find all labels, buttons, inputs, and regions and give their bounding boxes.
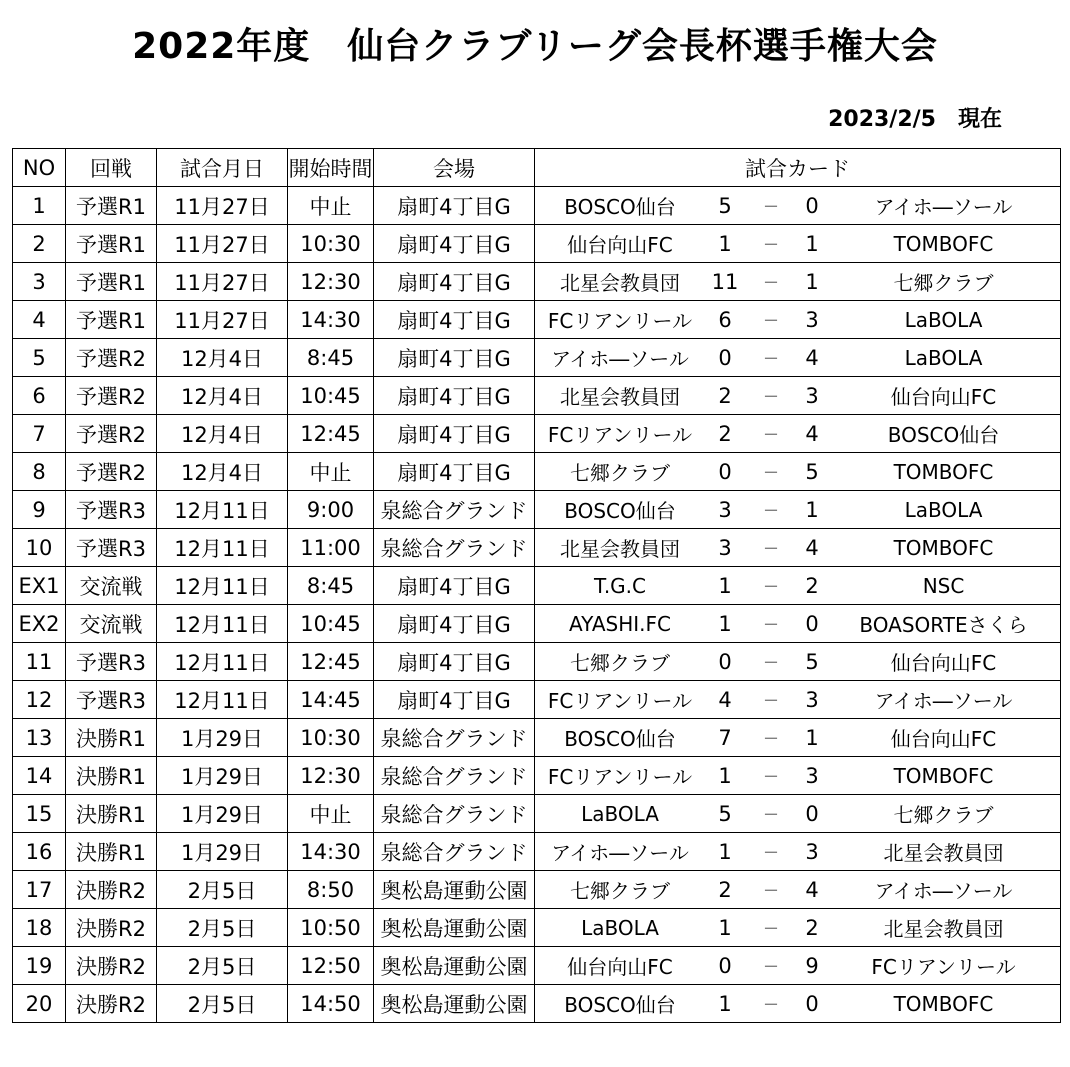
score-dash: －: [762, 197, 779, 216]
home-score: 0: [718, 345, 732, 370]
score-dash: －: [762, 843, 779, 862]
home-team: 北星会教員団: [560, 537, 680, 561]
home-score: 1: [718, 573, 732, 598]
match-time: 8:45: [288, 339, 374, 377]
match-date: 2月5日: [157, 947, 288, 985]
home-score: 6: [718, 307, 732, 332]
away-score: 1: [805, 269, 819, 294]
match-number: 20: [13, 985, 66, 1023]
table-row: [13, 567, 1061, 605]
away-score: 1: [805, 497, 819, 522]
match-round: 予選R3: [66, 681, 157, 719]
home-team: 七郷クラブ: [570, 461, 670, 485]
score-dash: －: [762, 235, 779, 254]
score-dash: －: [762, 349, 779, 368]
score-dash: －: [762, 957, 779, 976]
score-dash: －: [762, 463, 779, 482]
home-score: 3: [718, 497, 732, 522]
away-score: 3: [805, 307, 819, 332]
away-team: 仙台向山FC: [890, 385, 997, 409]
home-team: BOSCO仙台: [564, 195, 676, 219]
match-time: 14:50: [288, 985, 374, 1023]
match-date: 12月4日: [157, 453, 288, 491]
table-row: [13, 187, 1061, 225]
match-number: 17: [13, 871, 66, 909]
home-score: 1: [718, 231, 732, 256]
away-score: 3: [805, 687, 819, 712]
match-venue: 扇町4丁目G: [374, 225, 535, 263]
match-round: 予選R1: [66, 263, 157, 301]
away-team: BOSCO仙台: [887, 423, 1000, 447]
header-date: 試合月日: [157, 149, 288, 187]
home-score: 1: [718, 763, 732, 788]
home-score: 3: [718, 535, 732, 560]
match-round: 予選R2: [66, 415, 157, 453]
match-venue: 泉総合グランド: [374, 795, 535, 833]
match-time: 10:45: [288, 605, 374, 643]
table-row: [13, 529, 1061, 567]
table-row: [13, 757, 1061, 795]
match-date: 12月4日: [157, 377, 288, 415]
match-venue: 泉総合グランド: [374, 719, 535, 757]
away-score: 0: [805, 991, 819, 1016]
table-row: [13, 871, 1061, 909]
away-team: LaBOLA: [904, 307, 983, 332]
score-dash: －: [762, 425, 779, 444]
match-card: [535, 567, 1061, 605]
match-number: 10: [13, 529, 66, 567]
home-team: 北星会教員団: [560, 271, 680, 295]
match-card: [535, 415, 1061, 453]
home-team: T.G.C: [593, 573, 647, 598]
score-dash: －: [762, 615, 779, 634]
match-venue: 奥松島運動公園: [374, 871, 535, 909]
home-score: 1: [718, 991, 732, 1016]
match-date: 2月5日: [157, 985, 288, 1023]
match-card: [535, 605, 1061, 643]
match-card: [535, 339, 1061, 377]
home-score: 5: [718, 801, 732, 826]
match-card: [535, 871, 1061, 909]
away-score: 1: [805, 725, 819, 750]
header-card: 試合カード: [535, 149, 1061, 187]
match-time: 中止: [288, 795, 374, 833]
match-card: [535, 529, 1061, 567]
match-card: [535, 681, 1061, 719]
match-round: 決勝R2: [66, 871, 157, 909]
home-score: 2: [718, 421, 732, 446]
match-date: 1月29日: [157, 719, 288, 757]
table-row: [13, 225, 1061, 263]
away-score: 4: [805, 535, 819, 560]
match-time: 中止: [288, 453, 374, 491]
match-venue: 奥松島運動公園: [374, 947, 535, 985]
match-date: 12月11日: [157, 605, 288, 643]
table-row: [13, 263, 1061, 301]
away-score: 5: [805, 459, 819, 484]
match-card: [535, 719, 1061, 757]
match-venue: 扇町4丁目G: [374, 643, 535, 681]
home-team: BOSCO仙台: [564, 499, 676, 523]
match-venue: 扇町4丁目G: [374, 681, 535, 719]
match-round: 予選R1: [66, 225, 157, 263]
match-venue: 扇町4丁目G: [374, 263, 535, 301]
home-team: LaBOLA: [581, 801, 659, 826]
match-number: 3: [13, 263, 66, 301]
match-number: 12: [13, 681, 66, 719]
table-row: [13, 605, 1061, 643]
match-date: 11月27日: [157, 301, 288, 339]
match-venue: 扇町4丁目G: [374, 339, 535, 377]
away-team: NSC: [922, 573, 965, 598]
away-team: アイホ―ソール: [874, 689, 1013, 713]
match-date: 12月4日: [157, 415, 288, 453]
as-of-date: 2023/2/5 現在: [828, 107, 1002, 132]
match-round: 決勝R2: [66, 909, 157, 947]
match-time: 12:50: [288, 947, 374, 985]
match-date: 11月27日: [157, 187, 288, 225]
match-number: 13: [13, 719, 66, 757]
match-round: 予選R2: [66, 377, 157, 415]
match-date: 12月11日: [157, 529, 288, 567]
match-round: 決勝R2: [66, 985, 157, 1023]
away-team: TOMBOFC: [893, 763, 994, 788]
home-team: 北星会教員団: [560, 385, 680, 409]
score-dash: －: [762, 729, 779, 748]
home-score: 0: [718, 459, 732, 484]
match-round: 予選R1: [66, 187, 157, 225]
header-venue: 会場: [374, 149, 535, 187]
match-time: 10:45: [288, 377, 374, 415]
header-round: 回戦: [66, 149, 157, 187]
home-score: 5: [718, 193, 732, 218]
away-score: 9: [805, 953, 819, 978]
match-time: 9:00: [288, 491, 374, 529]
table-row: [13, 377, 1061, 415]
away-team: 仙台向山FC: [890, 727, 997, 751]
match-number: 14: [13, 757, 66, 795]
away-score: 0: [805, 801, 819, 826]
away-score: 5: [805, 649, 819, 674]
match-time: 10:30: [288, 225, 374, 263]
match-time: 14:30: [288, 301, 374, 339]
table-row: [13, 833, 1061, 871]
schedule-table: [12, 148, 1061, 1023]
score-dash: －: [762, 387, 779, 406]
match-card: [535, 491, 1061, 529]
home-score: 1: [718, 915, 732, 940]
match-number: 15: [13, 795, 66, 833]
away-team: LaBOLA: [904, 345, 983, 370]
score-dash: －: [762, 273, 779, 292]
match-round: 予選R3: [66, 529, 157, 567]
table-row: [13, 909, 1061, 947]
match-round: 決勝R1: [66, 833, 157, 871]
match-round: 決勝R1: [66, 719, 157, 757]
match-round: 予選R2: [66, 339, 157, 377]
table-row: [13, 985, 1061, 1023]
home-score: 1: [718, 611, 732, 636]
match-round: 予選R2: [66, 453, 157, 491]
table-row: [13, 947, 1061, 985]
match-card: [535, 301, 1061, 339]
home-team: アイホ―ソール: [551, 841, 689, 865]
match-time: 中止: [288, 187, 374, 225]
match-venue: 泉総合グランド: [374, 833, 535, 871]
away-team: 仙台向山FC: [890, 651, 997, 675]
home-team: 仙台向山FC: [567, 955, 673, 979]
match-venue: 扇町4丁目G: [374, 415, 535, 453]
match-venue: 扇町4丁目G: [374, 187, 535, 225]
match-card: [535, 757, 1061, 795]
table-row: [13, 301, 1061, 339]
table-row: [13, 719, 1061, 757]
match-round: 決勝R2: [66, 947, 157, 985]
match-date: 11月27日: [157, 263, 288, 301]
away-score: 4: [805, 345, 819, 370]
home-team: BOSCO仙台: [564, 727, 676, 751]
match-date: 12月11日: [157, 567, 288, 605]
match-number: EX1: [13, 567, 66, 605]
away-team: BOASORTEさくら: [859, 613, 1028, 637]
away-team: TOMBOFC: [893, 459, 994, 484]
home-team: FCリアンリール: [547, 765, 693, 789]
match-card: [535, 643, 1061, 681]
match-time: 12:45: [288, 643, 374, 681]
match-card: [535, 947, 1061, 985]
score-dash: －: [762, 767, 779, 786]
match-round: 予選R3: [66, 643, 157, 681]
home-team: 七郷クラブ: [570, 879, 670, 903]
home-team: 七郷クラブ: [570, 651, 670, 675]
away-score: 2: [805, 915, 819, 940]
home-score: 2: [718, 383, 732, 408]
match-card: [535, 833, 1061, 871]
match-time: 14:30: [288, 833, 374, 871]
match-time: 8:50: [288, 871, 374, 909]
match-venue: 扇町4丁目G: [374, 301, 535, 339]
match-venue: 扇町4丁目G: [374, 567, 535, 605]
home-team: 仙台向山FC: [567, 233, 673, 257]
match-round: 決勝R1: [66, 795, 157, 833]
home-team: BOSCO仙台: [564, 993, 676, 1017]
match-number: 6: [13, 377, 66, 415]
match-time: 12:45: [288, 415, 374, 453]
away-score: 0: [805, 193, 819, 218]
score-dash: －: [762, 691, 779, 710]
match-date: 12月4日: [157, 339, 288, 377]
home-score: 11: [711, 269, 739, 294]
match-venue: 奥松島運動公園: [374, 985, 535, 1023]
match-venue: 泉総合グランド: [374, 491, 535, 529]
away-team: 七郷クラブ: [893, 803, 994, 827]
match-date: 2月5日: [157, 871, 288, 909]
match-round: 交流戦: [66, 605, 157, 643]
match-card: [535, 453, 1061, 491]
table-row: [13, 795, 1061, 833]
schedule-rows: [13, 187, 1061, 1023]
away-team: 北星会教員団: [883, 841, 1004, 865]
header-no: NO: [13, 149, 66, 187]
match-number: EX2: [13, 605, 66, 643]
header-row: [13, 149, 1061, 187]
home-team: アイホ―ソール: [551, 347, 689, 371]
away-score: 2: [805, 573, 819, 598]
table-row: [13, 339, 1061, 377]
home-team: FCリアンリール: [547, 423, 693, 447]
score-dash: －: [762, 805, 779, 824]
match-venue: 扇町4丁目G: [374, 377, 535, 415]
match-card: [535, 909, 1061, 947]
match-time: 8:45: [288, 567, 374, 605]
match-number: 18: [13, 909, 66, 947]
match-date: 12月11日: [157, 643, 288, 681]
away-team: TOMBOFC: [893, 535, 994, 560]
away-team: 北星会教員団: [883, 917, 1004, 941]
home-team: FCリアンリール: [547, 689, 693, 713]
away-team: 七郷クラブ: [893, 271, 994, 295]
match-time: 12:30: [288, 263, 374, 301]
match-number: 2: [13, 225, 66, 263]
match-date: 12月11日: [157, 681, 288, 719]
score-dash: －: [762, 995, 779, 1014]
match-round: 予選R3: [66, 491, 157, 529]
score-dash: －: [762, 919, 779, 938]
match-time: 10:50: [288, 909, 374, 947]
match-date: 2月5日: [157, 909, 288, 947]
away-score: 3: [805, 839, 819, 864]
match-card: [535, 225, 1061, 263]
match-number: 1: [13, 187, 66, 225]
match-date: 11月27日: [157, 225, 288, 263]
home-score: 1: [718, 839, 732, 864]
match-date: 1月29日: [157, 833, 288, 871]
score-dash: －: [762, 539, 779, 558]
match-card: [535, 263, 1061, 301]
away-score: 0: [805, 611, 819, 636]
home-score: 7: [718, 725, 732, 750]
table-row: [13, 643, 1061, 681]
match-time: 11:00: [288, 529, 374, 567]
page-title: 2022年度 仙台クラブリーグ会長杯選手権大会: [132, 26, 938, 67]
match-card: [535, 377, 1061, 415]
match-round: 決勝R1: [66, 757, 157, 795]
score-dash: －: [762, 653, 779, 672]
match-time: 10:30: [288, 719, 374, 757]
match-number: 5: [13, 339, 66, 377]
away-score: 4: [805, 877, 819, 902]
match-card: [535, 795, 1061, 833]
match-number: 4: [13, 301, 66, 339]
match-number: 11: [13, 643, 66, 681]
match-venue: 扇町4丁目G: [374, 453, 535, 491]
match-round: 交流戦: [66, 567, 157, 605]
home-score: 4: [718, 687, 732, 712]
match-round: 予選R1: [66, 301, 157, 339]
away-team: アイホ―ソール: [874, 195, 1013, 219]
match-venue: 扇町4丁目G: [374, 605, 535, 643]
score-dash: －: [762, 881, 779, 900]
score-dash: －: [762, 311, 779, 330]
match-number: 16: [13, 833, 66, 871]
away-team: TOMBOFC: [893, 231, 994, 256]
match-time: 12:30: [288, 757, 374, 795]
score-dash: －: [762, 501, 779, 520]
match-number: 19: [13, 947, 66, 985]
match-date: 12月11日: [157, 491, 288, 529]
home-team: AYASHI.FC: [569, 611, 671, 636]
table-row: [13, 415, 1061, 453]
home-score: 0: [718, 953, 732, 978]
home-team: LaBOLA: [581, 915, 659, 940]
home-team: FCリアンリール: [547, 309, 693, 333]
match-date: 1月29日: [157, 795, 288, 833]
away-team: LaBOLA: [904, 497, 983, 522]
match-number: 7: [13, 415, 66, 453]
match-number: 9: [13, 491, 66, 529]
away-team: TOMBOFC: [893, 991, 994, 1016]
match-venue: 泉総合グランド: [374, 757, 535, 795]
away-score: 4: [805, 421, 819, 446]
match-date: 1月29日: [157, 757, 288, 795]
away-score: 3: [805, 763, 819, 788]
match-card: [535, 985, 1061, 1023]
home-score: 2: [718, 877, 732, 902]
away-score: 1: [805, 231, 819, 256]
away-team: アイホ―ソール: [874, 879, 1013, 903]
match-number: 8: [13, 453, 66, 491]
score-dash: －: [762, 577, 779, 596]
match-card: [535, 187, 1061, 225]
match-time: 14:45: [288, 681, 374, 719]
table-row: [13, 491, 1061, 529]
table-row: [13, 681, 1061, 719]
home-score: 0: [718, 649, 732, 674]
table-row: [13, 453, 1061, 491]
match-venue: 泉総合グランド: [374, 529, 535, 567]
header-time: 開始時間: [288, 149, 374, 187]
away-score: 3: [805, 383, 819, 408]
match-venue: 奥松島運動公園: [374, 909, 535, 947]
away-team: FCリアンリール: [871, 955, 1016, 979]
